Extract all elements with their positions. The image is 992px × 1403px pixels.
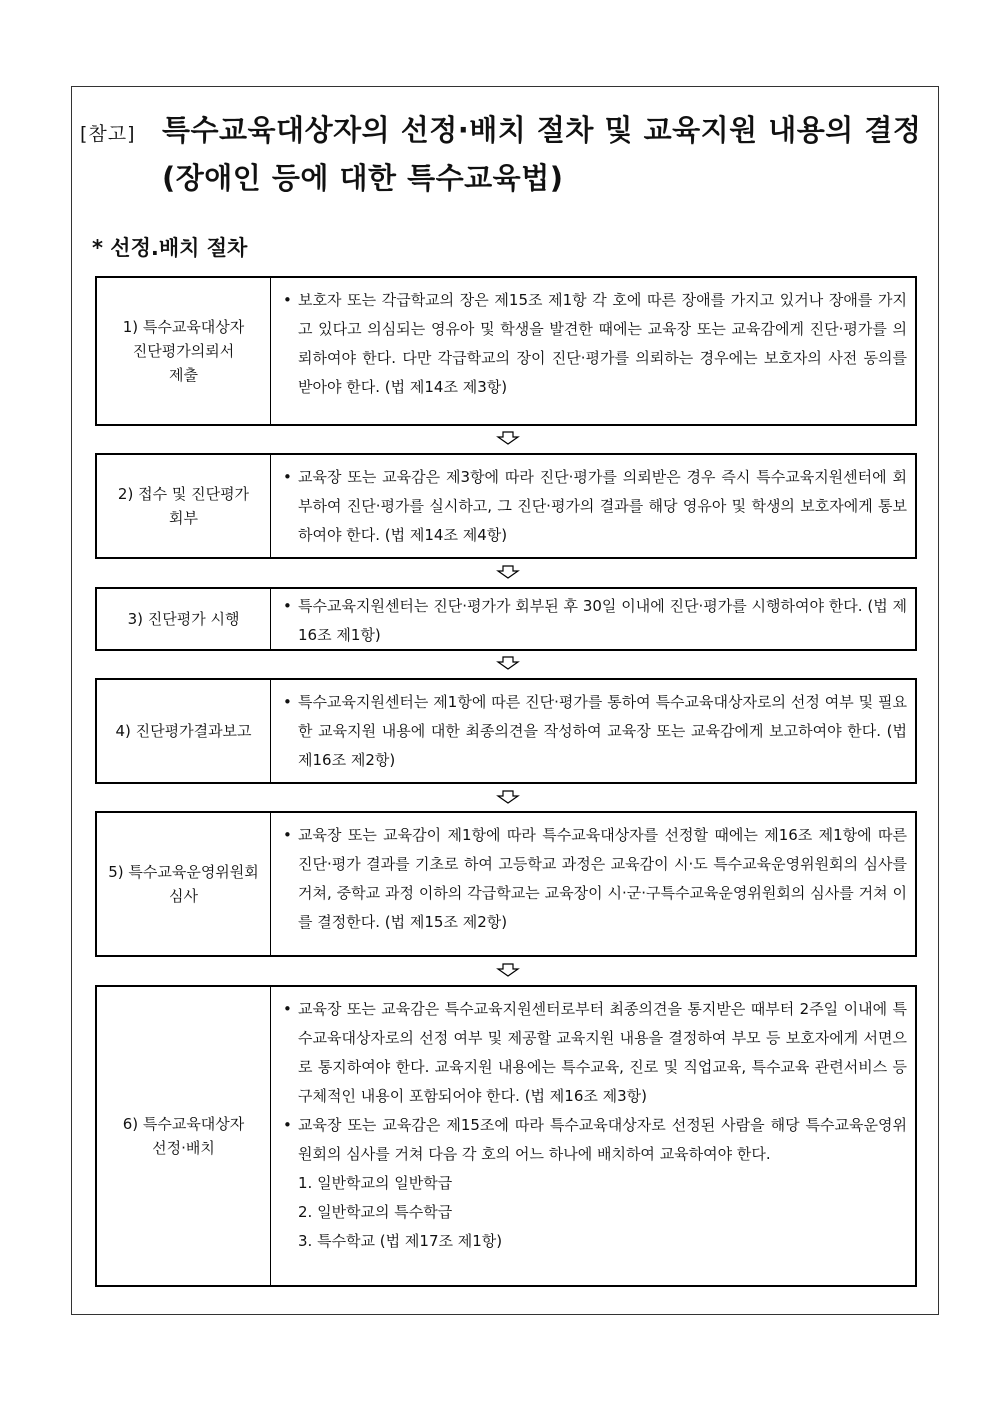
step-bullet: • 교육장 또는 교육감은 제15조에 따라 특수교육대상자로 선정된 사람을 해당 특수교육운영위원회의 심사를 거쳐 다음 각 호의 어느 하나에 배치하여 교육하여야 한다. (283, 1111, 907, 1169)
step-bullet: • 교육장 또는 교육감은 제3항에 따라 진단·평가를 의뢰받은 경우 즉시 특수교육지원센터에 회부하여 진단·평가를 실시하고, 그 진단·평가의 결과를 해당 영유아 및 학생의 보호자에게 통보하여야 한다. (법 제14조 제4항) (283, 463, 907, 550)
step-label-line: 회부 (169, 509, 198, 527)
step-label-line: 심사 (169, 887, 198, 905)
placement-item: 2. 일반학교의 특수학급 (298, 1203, 453, 1221)
step-1 (95, 276, 917, 426)
step-body (271, 455, 915, 557)
step-5 (95, 811, 917, 957)
title-line-1: 특수교육대상자의 선정·배치 절차 및 교육지원 내용의 결정 (162, 113, 922, 147)
step-label-line: 제출 (169, 366, 198, 384)
title-prefix: [참고] (80, 123, 136, 145)
step-bullet: • 보호자 또는 각급학교의 장은 제15조 제1항 각 호에 따른 장애를 가지고 있거나 장애를 가지고 있다고 의심되는 영유아 및 학생을 발견한 때에는 교육장 또는 교육감에게 진단·평가를 의뢰하여야 한다. 다만 각급학교의 장이 진단·평가를 의뢰하는 경우에는 보호자의 사전 동의를 받아야 한다. (법 제14조 제3항) (283, 286, 907, 402)
down-arrow-icon (496, 790, 520, 804)
step-label-line: 진단평가의뢰서 (132, 342, 235, 360)
step-4 (95, 678, 917, 784)
step-3 (95, 587, 917, 651)
step-label-line: 5) 특수교육운영위원회 (108, 863, 259, 881)
title-line-2: (장애인 등에 대한 특수교육법) (162, 161, 564, 195)
placement-item: 1. 일반학교의 일반학급 (298, 1174, 453, 1192)
step-label (97, 278, 271, 424)
step-label (97, 680, 271, 782)
step-bullet: • 교육장 또는 교육감은 특수교육지원센터로부터 최종의견을 통지받은 때부터 2주일 이내에 특수교육대상자로의 선정 여부 및 제공할 교육지원 내용을 결정하여 부모 등 보호자에게 서면으로 통지하여야 한다. 교육지원 내용에는 특수교육, 진로 및 직업교육, 특수교육 관련서비스 등 구체적인 내용이 포함되어야 한다. (법 제16조 제3항) (283, 995, 907, 1111)
step-label (97, 987, 271, 1285)
step-6 (95, 985, 917, 1287)
down-arrow-icon (496, 565, 520, 579)
step-label-line: 2) 접수 및 진단평가 (117, 485, 250, 503)
step-2 (95, 453, 917, 559)
step-body (271, 987, 915, 1285)
step-label (97, 455, 271, 557)
step-label (97, 589, 271, 649)
step-body (271, 589, 915, 649)
step-label-line: 1) 특수교육대상자 (122, 318, 245, 336)
step-label-line: 선정·배치 (152, 1139, 215, 1157)
step-bullet: • 특수교육지원센터는 제1항에 따른 진단·평가를 통하여 특수교육대상자로의 선정 여부 및 필요한 교육지원 내용에 대한 최종의견을 작성하여 교육장 또는 교육감에게 보고하여야 한다. (법 제16조 제2항) (283, 688, 907, 775)
step-label (97, 813, 271, 955)
step-label-line: 6) 특수교육대상자 (122, 1115, 245, 1133)
placement-item: 3. 특수학교 (법 제17조 제1항) (298, 1232, 503, 1250)
step-bullet: • 특수교육지원센터는 진단·평가가 회부된 후 30일 이내에 진단·평가를 시행하여야 한다. (법 제16조 제1항) (283, 592, 907, 650)
step-body (271, 278, 915, 424)
step-label-line: 3) 진단평가 시행 (127, 610, 240, 628)
step-label-line: 4) 진단평가결과보고 (115, 722, 252, 740)
down-arrow-icon (496, 431, 520, 445)
step-bullet: • 교육장 또는 교육감이 제1항에 따라 특수교육대상자를 선정할 때에는 제16조 제1항에 따른 진단·평가 결과를 기초로 하여 고등학교 과정은 교육감이 시·도 특수교육운영위원회의 심사를 거쳐, 중학교 과정 이하의 각급학교는 교육장이 시·군·구특수교육운영위원회의 심사를 거쳐 이를 결정한다. (법 제15조 제2항) (283, 821, 907, 937)
step-body (271, 813, 915, 955)
section-heading: * 선정.배치 절차 (92, 236, 248, 260)
down-arrow-icon (496, 656, 520, 670)
step-body (271, 680, 915, 782)
down-arrow-icon (496, 963, 520, 977)
